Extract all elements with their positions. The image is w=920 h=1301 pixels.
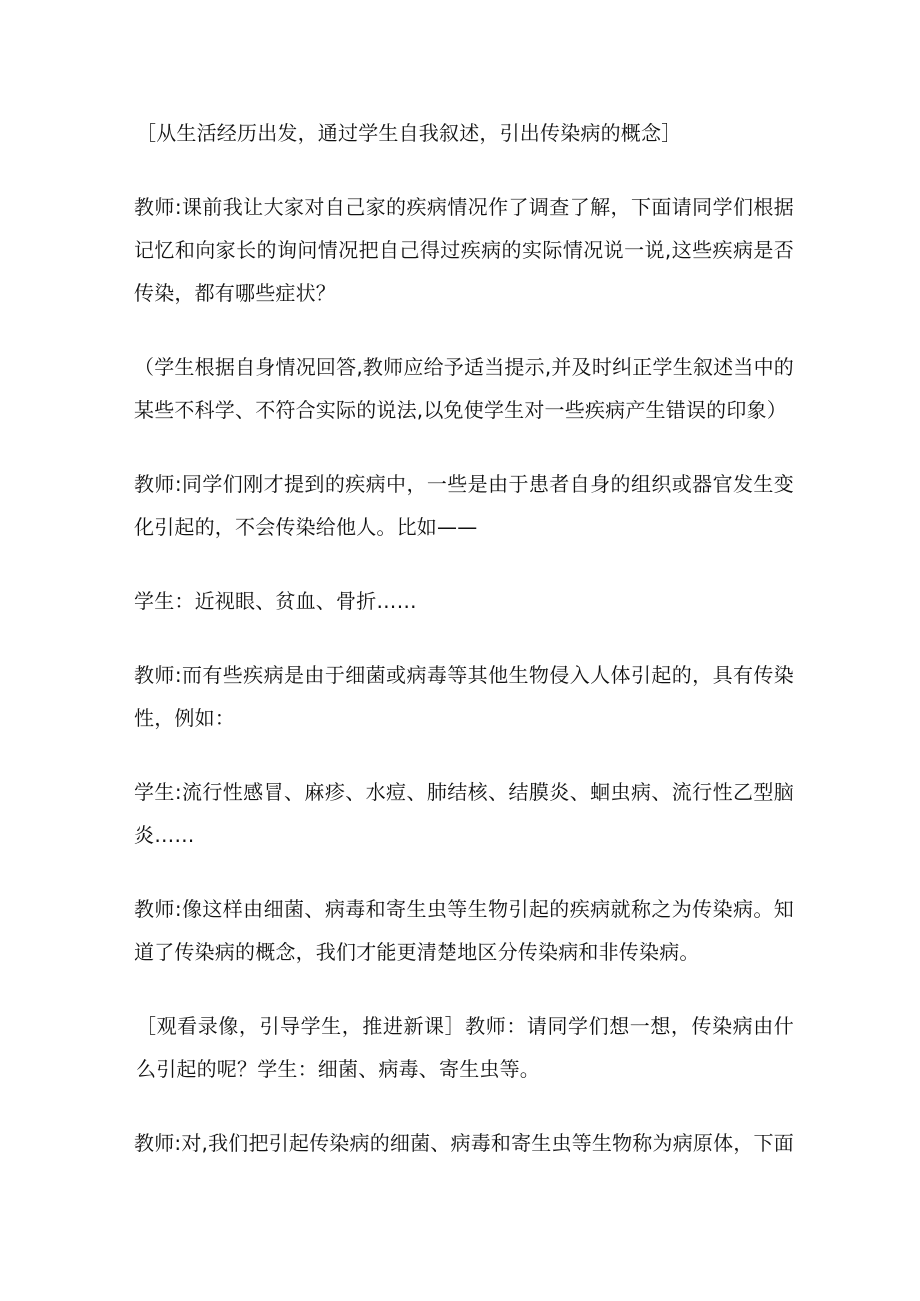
section-paragraph-video: ［观看录像，引导学生，推进新课］教师：请同学们想一想，传染病由什么引起的呢？学生：细菌、病毒、寄生虫等。 [136, 1014, 794, 1081]
teacher-paragraph-definition: 教师:像这样由细菌、病毒和寄生虫等生物引起的疾病就称之为传染病。知道了传染病的概念，我们才能更清楚地区分传染病和非传染病。 [134, 897, 794, 964]
teacher-paragraph-infectious: 教师:而有些疾病是由于细菌或病毒等其他生物侵入人体引起的，具有传染性，例如： [134, 663, 794, 730]
student-paragraph-examples-1: 学生：近视眼、贫血、骨折…… [134, 589, 417, 613]
teacher-paragraph-survey: 教师:课前我让大家对自己家的疾病情况作了调查了解，下面请同学们根据记忆和向家长的询问情况把自己得过疾病的实际情况说一说,这些疾病是否传染，都有哪些症状？ [134, 195, 794, 305]
teacher-paragraph-pathogen: 教师:对,我们把引起传染病的细菌、病毒和寄生虫等生物称为病原体，下面 [134, 1131, 794, 1155]
student-answer-note: （学生根据自身情况回答,教师应给予适当提示,并及时纠正学生叙述当中的某些不科学、不符合实际的说法,以免使学生对一些疾病产生错误的印象） [134, 355, 794, 422]
student-paragraph-examples-2: 学生:流行性感冒、麻疹、水痘、肺结核、结膜炎、蛔虫病、流行性乙型脑炎…… [134, 780, 794, 847]
document-page [134, 112, 794, 1196]
section-heading-life-experience: ［从生活经历出发，通过学生自我叙述，引出传染病的概念］ [136, 121, 682, 145]
teacher-paragraph-noncommunicable: 教师:同学们刚才提到的疾病中，一些是由于患者自身的组织或器官发生变化引起的，不会传染给他人。比如—— [134, 472, 794, 539]
